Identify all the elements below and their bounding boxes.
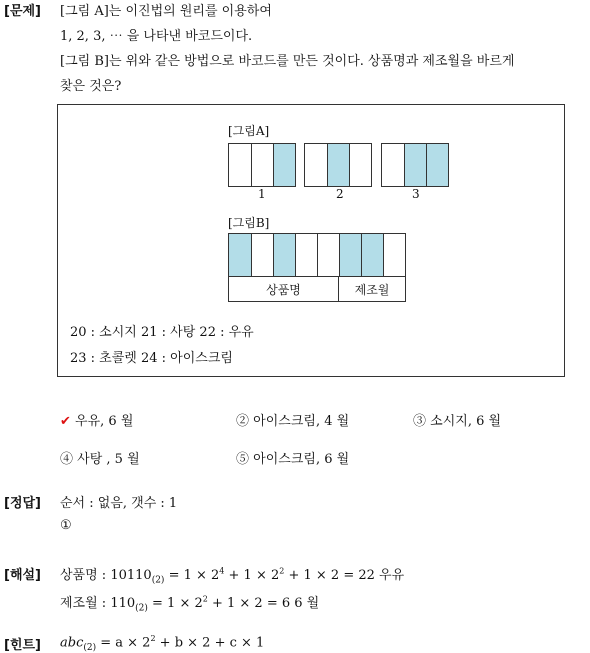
explanation-1-b: + 1 × 2 <box>224 568 280 583</box>
explanation-2-a: = 1 × 2 <box>147 596 203 611</box>
question-line-2: 1, 2, 3, ⋯ 을 나타낸 바코드이다. <box>60 29 253 44</box>
option-3[interactable] <box>413 410 501 429</box>
option-5-text: 아이스크림, 6 월 <box>253 452 350 467</box>
barcode-a-2-label: 2 <box>336 187 344 201</box>
barcode-a-2-bit-0 <box>305 144 327 186</box>
barcode-b-bit-4 <box>317 234 339 276</box>
barcode-a-2-bit-1 <box>327 144 349 186</box>
option-3-mark: ③ <box>413 414 427 429</box>
check-icon: ✔ <box>60 414 71 429</box>
hint-sub: (2) <box>83 642 97 653</box>
answer-tag: [정답] <box>4 496 41 511</box>
barcode-a-3-label: 3 <box>412 187 420 201</box>
answer-line-1: 순서 : 없음, 갯수 : 1 <box>60 496 178 511</box>
explanation-1-sub: (2) <box>151 575 165 586</box>
question-line-1: [그림 A]는 이진법의 원리를 이용하여 <box>60 4 272 19</box>
barcode-b-product-label: 상품명 <box>229 277 339 301</box>
option-2[interactable] <box>236 410 349 429</box>
barcode-a-3 <box>381 143 449 187</box>
hint-prefix: abc <box>60 635 84 651</box>
figure-a-title: [그림A] <box>228 124 270 138</box>
question-line-3: [그림 B]는 위와 같은 방법으로 바코드를 만든 것이다. 상품명과 제조월을 바르게 <box>60 54 515 69</box>
explanation-2-b: + 1 × 2 = 6 6 월 <box>207 596 320 611</box>
barcode-a-3-bit-0 <box>382 144 404 186</box>
explanation-2-sub: (2) <box>135 603 148 614</box>
option-5[interactable] <box>236 448 349 467</box>
barcode-b-bit-6 <box>361 234 383 276</box>
barcode-b-bit-5 <box>339 234 361 276</box>
barcode-b-bit-0 <box>229 234 251 276</box>
explanation-1-exp-1: 4 <box>219 566 225 576</box>
option-4[interactable] <box>60 448 140 467</box>
option-2-text: 아이스크림, 4 월 <box>253 414 350 429</box>
explanation-1-prefix: 상품명 : 10110 <box>60 568 152 583</box>
barcode-b-bit-1 <box>251 234 273 276</box>
question-tag: [문제] <box>4 4 41 19</box>
barcode-a-2 <box>304 143 372 187</box>
legend-line-1: 20 : 소시지 21 : 사탕 22 : 우유 <box>70 325 254 340</box>
question-line-4: 찾은 것은? <box>60 79 122 94</box>
barcode-a-1-bit-2 <box>273 144 295 186</box>
barcode-b-bit-2 <box>273 234 295 276</box>
hint-line <box>60 634 264 653</box>
legend-line-2: 23 : 초콜렛 24 : 아이스크림 <box>70 351 233 366</box>
figure-b-title: [그림B] <box>228 216 270 230</box>
option-4-mark: ④ <box>60 452 74 467</box>
barcode-b-labels <box>228 277 406 302</box>
barcode-a-1 <box>228 143 296 187</box>
explanation-1-exp-2: 2 <box>279 566 285 576</box>
barcode-a-3-bit-2 <box>426 144 448 186</box>
hint-tag: [힌트] <box>4 638 41 653</box>
barcode-a-2-bit-2 <box>349 144 371 186</box>
barcode-b-bit-3 <box>295 234 317 276</box>
barcode-b-month-label: 제조월 <box>354 282 390 297</box>
explanation-tag: [해설] <box>4 568 41 583</box>
option-4-text: 사탕 , 5 월 <box>77 452 140 467</box>
figure-box <box>57 104 565 377</box>
barcode-a-1-bit-0 <box>229 144 251 186</box>
explanation-2-prefix: 제조월 : 110 <box>60 596 136 611</box>
hint-exp: 2 <box>150 634 156 643</box>
hint-a: = a × 2 <box>96 635 151 651</box>
barcode-a-1-bit-1 <box>251 144 273 186</box>
explanation-1-c: + 1 × 2 = 22 우유 <box>284 568 405 583</box>
option-1-text: 우유, 6 월 <box>75 414 134 429</box>
barcode-a-1-label: 1 <box>258 187 266 201</box>
answer-line-2: ① <box>60 518 72 533</box>
explanation-line-2 <box>60 592 319 614</box>
hint-b: + b × 2 + c × 1 <box>155 635 265 651</box>
option-2-mark: ② <box>236 414 250 429</box>
barcode-b-bit-7 <box>383 234 405 276</box>
option-1[interactable] <box>60 410 133 429</box>
option-3-text: 소시지, 6 월 <box>430 414 502 429</box>
explanation-1-a: = 1 × 2 <box>164 568 220 583</box>
barcode-a-3-bit-1 <box>404 144 426 186</box>
option-5-mark: ⑤ <box>236 452 250 467</box>
barcode-b <box>228 233 406 277</box>
explanation-line-1 <box>60 564 404 586</box>
explanation-2-exp-1: 2 <box>202 594 208 604</box>
